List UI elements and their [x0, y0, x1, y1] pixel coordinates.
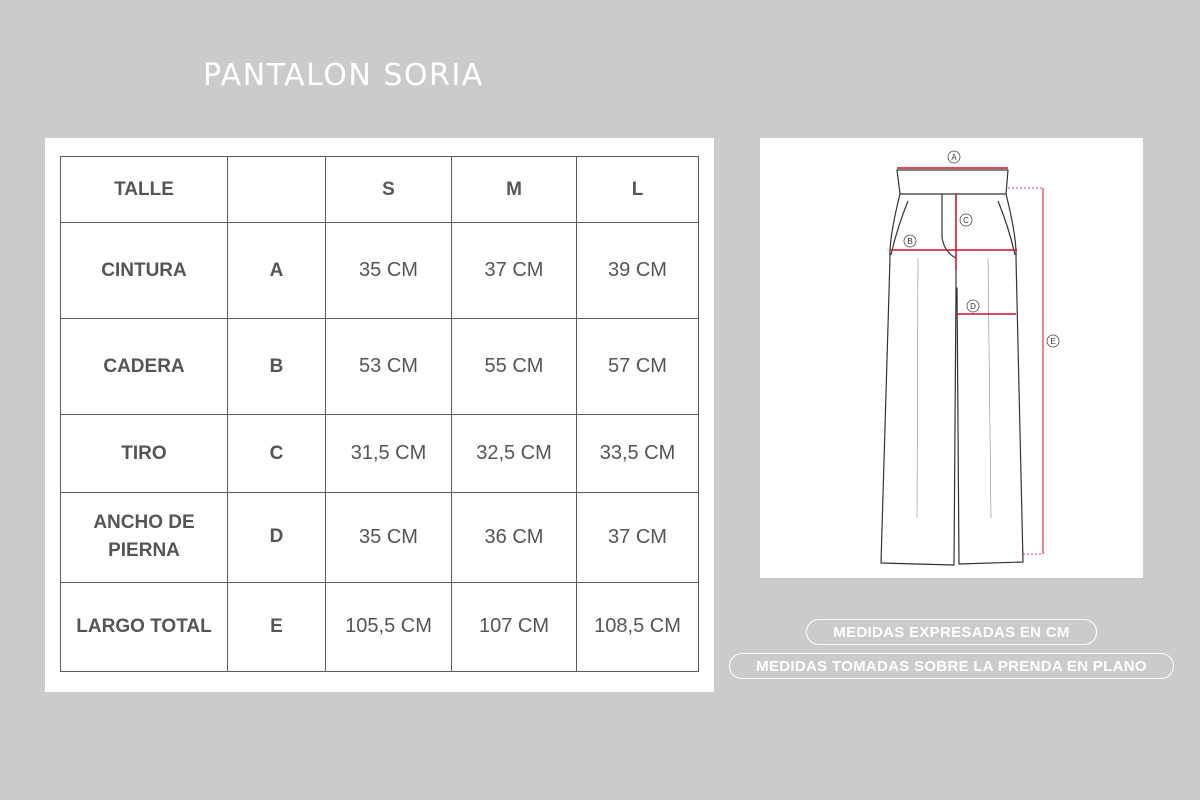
- row-label: LARGO TOTAL: [61, 582, 228, 671]
- header-letter: [228, 157, 326, 223]
- value-m: 107 CM: [452, 582, 577, 671]
- table-row: [61, 582, 699, 671]
- row-letter: E: [228, 582, 326, 671]
- row-label: TIRO: [61, 415, 228, 492]
- value-s: 31,5 CM: [326, 415, 452, 492]
- size-table-card: [45, 138, 714, 692]
- row-label: CADERA: [61, 319, 228, 415]
- value-l: 108,5 CM: [577, 582, 699, 671]
- marker-c: C: [963, 216, 969, 225]
- unit-note-badge: MEDIDAS EXPRESADAS EN CM: [806, 619, 1097, 645]
- value-s: 35 CM: [326, 492, 452, 582]
- row-label: ANCHO DE PIERNA: [61, 492, 228, 582]
- row-letter: A: [228, 223, 326, 319]
- header-talle: TALLE: [61, 157, 228, 223]
- value-l: 39 CM: [577, 223, 699, 319]
- row-letter: C: [228, 415, 326, 492]
- value-m: 32,5 CM: [452, 415, 577, 492]
- row-label: CINTURA: [61, 223, 228, 319]
- marker-e: E: [1050, 337, 1056, 346]
- value-m: 37 CM: [452, 223, 577, 319]
- value-m: 55 CM: [452, 319, 577, 415]
- trousers-measurement-icon: [760, 138, 1143, 578]
- measure-markers: [904, 151, 1059, 347]
- row-letter: D: [228, 492, 326, 582]
- flat-note-badge: MEDIDAS TOMADAS SOBRE LA PRENDA EN PLANO: [729, 653, 1174, 679]
- page-title: PANTALON SORIA: [203, 58, 484, 93]
- value-s: 35 CM: [326, 223, 452, 319]
- table-row: [61, 415, 699, 492]
- value-l: 57 CM: [577, 319, 699, 415]
- header-size-m: M: [452, 157, 577, 223]
- table-header-row: [61, 157, 699, 223]
- marker-d: D: [970, 302, 976, 311]
- marker-a: A: [951, 153, 957, 162]
- header-size-l: L: [577, 157, 699, 223]
- table-row: [61, 223, 699, 319]
- marker-b: B: [907, 237, 913, 246]
- value-s: 53 CM: [326, 319, 452, 415]
- value-m: 36 CM: [452, 492, 577, 582]
- value-l: 33,5 CM: [577, 415, 699, 492]
- trousers-diagram-card: [760, 138, 1143, 578]
- table-row: [61, 319, 699, 415]
- header-size-s: S: [326, 157, 452, 223]
- value-s: 105,5 CM: [326, 582, 452, 671]
- trousers-outline: [881, 170, 1023, 565]
- row-letter: B: [228, 319, 326, 415]
- table-row: [61, 492, 699, 582]
- value-l: 37 CM: [577, 492, 699, 582]
- size-table: [60, 156, 699, 672]
